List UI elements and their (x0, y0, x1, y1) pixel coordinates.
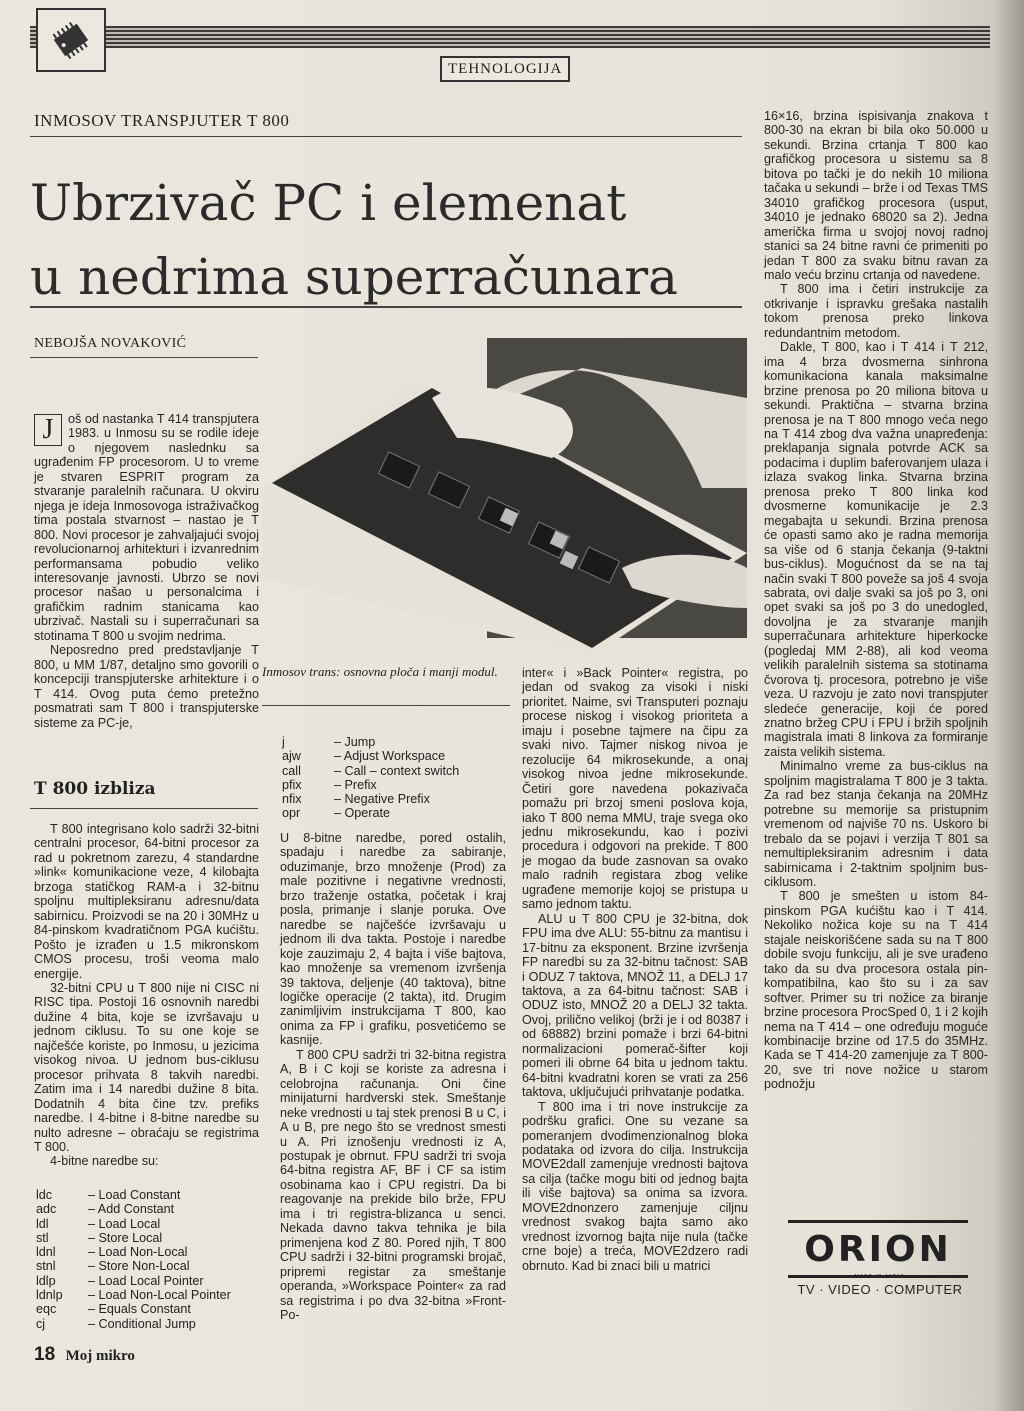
command-list-1 (36, 1188, 231, 1331)
paragraph: T 800 ima i četiri instrukcije za otkrivanje i ispravku grešaka nastalih tokom prenosa preko linkova redundantnim metodom. (764, 282, 988, 340)
paragraph: Minimalno vreme za bus-ciklus na spoljnim magistralama T 800 je 3 takta. Za rad bez stanja čekanja na 20MHz potrebne su memorije sa pristupnim vremenom od najviše 70 ns. Uskoro bi trebalo da se pojavi i verzija T 801 sa nemultipleksiranim adresnim i data sabirnicama i 2-taktnim spoljnim bus-ciklusom. (764, 759, 988, 890)
column-1-intro (34, 412, 259, 730)
headline-rule (30, 306, 742, 308)
circuit-board-photo (262, 338, 747, 656)
article-kicker: INMOSOV TRANSPJUTER T 800 (34, 111, 290, 130)
paragraph: T 800 je smešten u istom 84-pinskom PGA kućištu kao i T 414. Nekoliko nožica koje su na T 414 stajale neiskorišćene sada su na T 800 dobile svoju funkciju, ali je sve urađeno tako da su dva procesora ostala pin-kompatibilna, kao što su i za sav softver. Primer su tri nožice za biranje brzine procesora ProcSped 0, 1 i 2 kojih nema na T 414 – one određuju moguće kombinacije brzine od 17.5 do 35MHz. Kada se T 414-20 zamenjuje za T 800-20, sve tri nove nožice u starom podnožju (764, 889, 988, 1092)
command-row: ldnl – Load Non-Local (36, 1245, 188, 1260)
page-footer (34, 1344, 135, 1366)
ad-made-in: MADE IN JAPAN (854, 1274, 906, 1280)
page-number: 18 (34, 1344, 56, 1365)
kicker-rule (30, 136, 742, 137)
author-byline: NEBOJŠA NOVAKOVIĆ (34, 336, 187, 351)
headline-line-2: u nedrima superračunara (30, 248, 678, 306)
paragraph: 4-bitne naredbe su: (50, 1154, 159, 1169)
command-row: nfix – Negative Prefix (282, 792, 430, 807)
article-headline (30, 166, 750, 314)
ad-tagline: TV · VIDEO · COMPUTER (797, 1282, 963, 1297)
subheading: T 800 izbliza (34, 779, 156, 799)
subhead-rule (30, 808, 258, 809)
paragraph: U 8-bitne naredbe, pored ostalih, spadaju i naredbe za sabiranje, oduzimanje, brzo množenje (Prod) za male pozitivne i negativne vrednosti, brzo traženje ostatka, početak i kraj posla, primanje i slanje poruka. Ove naredbe se najčešće izvršavaju u jednom ili dva takta. Postoje i naredbe koje zauzimaju 2, 4 bajta i više bajtova, kao množenje sa vremenom izvršenja 39 taktova, deljenje (40 taktova), bitne logičke operacije (2 takta), itd. Drugim zanimljivim instrukcijama T 800, kao onima za FP i grafiku, posvetićemo se kasnije. (280, 831, 506, 1048)
paragraph: Dakle, T 800, kao i T 414 i T 212, ima 4 brza dvosmerna sinhrona komunikaciona kanala maksimalne brzine prenosa po 20 miliona bitova u sekundi. Praktična – stvarna brzina prenosa je na T 800 mnogo veća nego na T 414 zbog dva važna unapređenja: preklapanja signala potvrde ACK sa podacima i duplim baferovanjem ulaza i izlaza svakog linka. Stvarna brzina prenosa preko T 800 linka kod dvosmerne komunikacije je 2.3 megabajta u sekundi. Brzina prenosa će opasti samo ako je radna memorija sa više od 6 stanja čekanja (9-taktni bus-ciklus). Mogućnost da se na taj način svaki T 800 poveže sa još 4 svoja sabrata, ovi dalje svaki sa još po 3, oni opet svaki sa još po 3 do unedogled, dovoljna je za stvaranje manjih superračunara arhitekture hiperkocke (pogledaj MM 2-88), ali kod veoma velikih paralelnih sistema sa stotinama čvorova tj. procesora, potrebno je više veza. U razvoju je zato novi transpjuter sledeće generacije, koji će pored znatno bržeg CPU i FPU i bržih spoljnih magistrala imati 8 linkova za formiranje zaista velikih sistema. (764, 340, 988, 759)
command-row: ldl – Load Local (36, 1216, 161, 1231)
command-row: cj – Conditional Jump (36, 1316, 196, 1331)
paragraph: 16×16, brzina ispisivanja znakova t 800-30 na ekran bi bila oko 50.000 u sekundi. Brzina crtanja T 800 kao grafičkog procesora u sistemu sa 8 bitova po tački je do nekih 10 miliona tačaka u sekundi – brže i od Texas TMS 34010 grafičkog procesora (usput, 34010 je jednako 68020 sa 2). Jedna američka firma u svojoj novoj radnoj stanici sa 24 bitne ravni će primeniti po jedan T 800 za svaku bitnu ravan za malo veću brzinu crtanja od navedene. (764, 109, 988, 282)
paragraph: T 800 ima i tri nove instrukcije za podršku grafici. One su vezane sa pomeranjem dvodimenzionalnog bloka podataka od izvora do cilja. Instrukcija MOVE2dall zamenjuje vrednosti bajtova sa cilja (tačke mogu biti od jednog bajta ili više bajtova) sa onima sa izvora. MOVE2dnonzero zamenjuje ciljnu vrednost svakog bajta samo ako vrednost izvornog bajta nije nula (tačke crne boje) a treća, MOVE2dzero radi obrnuto. Kad bi znaci bili u matrici (522, 1099, 748, 1273)
command-row: stnl – Store Non-Local (36, 1259, 190, 1274)
command-row: stl – Store Local (36, 1230, 163, 1245)
headline-line-1: Ubrzivač PC i elemenat (30, 174, 627, 232)
paragraph: inter« i »Back Pointer« registra, po jedan od svakog za visoki i niski prioritet. Naime, svi Transputeri poznaju procese niskog i visokog prioriteta a imaju i posebne tajmere na čipu za svaki nivo. Tajmer niskog nivoa je rezolucije 64 mikrosekunde, a onaj visokog nivoa jedne mikrosekunde. Četiri gore navedena pokazivača pomažu pri brzoj smeni poslova koja, iako T 800 nema MMU, traje svega oko jednu mikrosekundu, kao i pozivi procedura i odgovori na prekide. T 800 je mogao da bude zasnovan sa ovako malo radnih registara zbog velike ugrađene memorije kojoj se pristupa u samo jednom taktu. (522, 666, 748, 912)
command-row: j – Jump (282, 735, 376, 749)
command-row: call – Call – context switch (282, 763, 460, 778)
column-4-body (764, 109, 988, 1092)
paragraph: Neposredno pred predstavljanje T 800, u MM 1/87, detaljno smo govorili o koncepciji transpjuterske arhitekture i o T 414. Ovog puta ćemo pretežno posmatrati sam T 800 i transpjuterske sisteme za PC-je, (34, 643, 259, 730)
chip-icon (36, 8, 106, 72)
caption-rule (262, 705, 510, 706)
command-list-2 (282, 735, 459, 821)
column-1-body (34, 822, 259, 1169)
header-stripe-bar (30, 26, 990, 48)
orion-logo: ORION (788, 1220, 968, 1278)
paragraph: T 800 CPU sadrži tri 32-bitna registra A, B i C koji se koriste za adresna i celobrojna računanja. Oni čine minijaturni hardverski stek. Smeštanje neke vrednosti u taj stek prenosi B u C, i A u B, pre nego što se vrednost smesti u A. Pri iznošenju vrednosti iz A, postupak je obrnut. FPU sadrži tri svoja 64-bitna registra AF, BF i CF sa istim osobinama kao i CPU registri. Da bi reagovanje na prekide bilo brže, FPU ima i tri registra-blizanca u senci. Nekada davno takva tehnika je bila primenjena kod Z 80. Pored njih, T 800 CPU sadrži i 32-bitni programski brojač, pripremi registar za smeštanje operanda, »Workspace Pointer« za rad sa registrima i po dva 32-bitna »Front-Po- (280, 1047, 506, 1322)
command-row: adc – Add Constant (36, 1202, 175, 1217)
paragraph: 32-bitni CPU u T 800 nije ni CISC ni RISC tipa. Postoji 16 osnovnih naredbi dužine 4 bita, koje se izvršavaju u jednom ciklusu. To su one koje se najčešće koriste, po Inmosu, u jezicima visokog nivoa. U jednom bus-ciklusu procesor prihvata 8 takvih naredbi. Zatim ima i 14 naredbi dužine 8 bita. Dodatnih 4 bita čine tzv. prefiks naredbe. I 4-bitne i 8-bitne naredbe su nulto adresne – obraćaju se registrima T 800. (34, 980, 259, 1154)
column-3-body (522, 666, 748, 1273)
magazine-name: Moj mikro (65, 1348, 135, 1364)
paragraph: T 800 integrisano kolo sadrži 32-bitni centralni procesor, 64-bitni procesor za rad u pokretnom zarezu, 4 standardne »link« komunikacione veze, 4 kilobajta brzoga statičkog RAM-a i 32-bitnu spoljnu multipleksiranu adresnu/data sabirnicu. Proizvodi se na 20 i 30MHz u 84-pinskom kvadratičnom PGA kućištu. Pošto je izrađen u 1.5 mikronskom CMOS procesu, troši veoma malo energije. (34, 822, 259, 981)
command-row: pfix – Prefix (282, 777, 377, 792)
command-row: ldnlp – Load Non-Local Pointer (36, 1288, 231, 1303)
intro-paragraph (34, 412, 259, 643)
section-tag: TEHNOLOGIJA (440, 56, 570, 82)
command-row: ajw – Adjust Workspace (282, 749, 446, 764)
author-rule (30, 357, 258, 358)
intro-text: oš od nastanka T 414 transpjutera 1983. u Inmosu su se rodile ideje o njegovem naslednku sa ugrađenim FP procesorom. U to vreme je stvaren ESPRIT program za stvaranje paralelnih računara. U okviru njega je ideja Inmosovoga istraživačkog tima postala stvarnost – nastao je T 800. Novi procesor je zahvaljajući svojoj revolucionarnoj arhitekturi i izvanrednim performansama pobudio veliko interesovanje javnosti. Ubrzo se novi procesor našao u personalcima i grafičkim radnim stanicama kao ubrzivač. Nastali su i superračunari sa stotinama T 800 u svojim nedrima. (34, 412, 259, 643)
column-2-body (280, 831, 506, 1322)
paragraph: ALU u T 800 CPU je 32-bitna, dok FPU ima dve ALU: 55-bitnu za mantisu i 17-bitnu za eksponent. Brzine izvršenja FP naredbi su za 32-bitnu tačnost: SAB i ODUZ 7 taktova, MNOŽ 11, a DELJ 17 taktova, a za 64-bitnu tačnost: SAB i ODUZ isto, MNOŽ 20 a DELJ 32 takta. Ovoj, prilično velikoj (brži je i od 80387 i od 68882) brzini pomaže i brzi 64-bitni normalizacioni pomerač-šifter koji pomeri ili obrne 64 bita u jednom taktu. 64-bitni kvadratni koren se vrati za 256 taktova, uključujući prihvatanje podatka. (522, 911, 748, 1100)
photo-caption: Inmosov trans: osnovna ploča i manji modul. (262, 664, 498, 679)
command-row: ldlp – Load Local Pointer (36, 1273, 204, 1288)
drop-cap: J (34, 414, 62, 446)
command-row: ldc – Load Constant (36, 1188, 181, 1202)
orion-advertisement (774, 1200, 986, 1308)
command-row: opr – Operate (282, 806, 391, 821)
command-row: eqc – Equals Constant (36, 1302, 191, 1317)
